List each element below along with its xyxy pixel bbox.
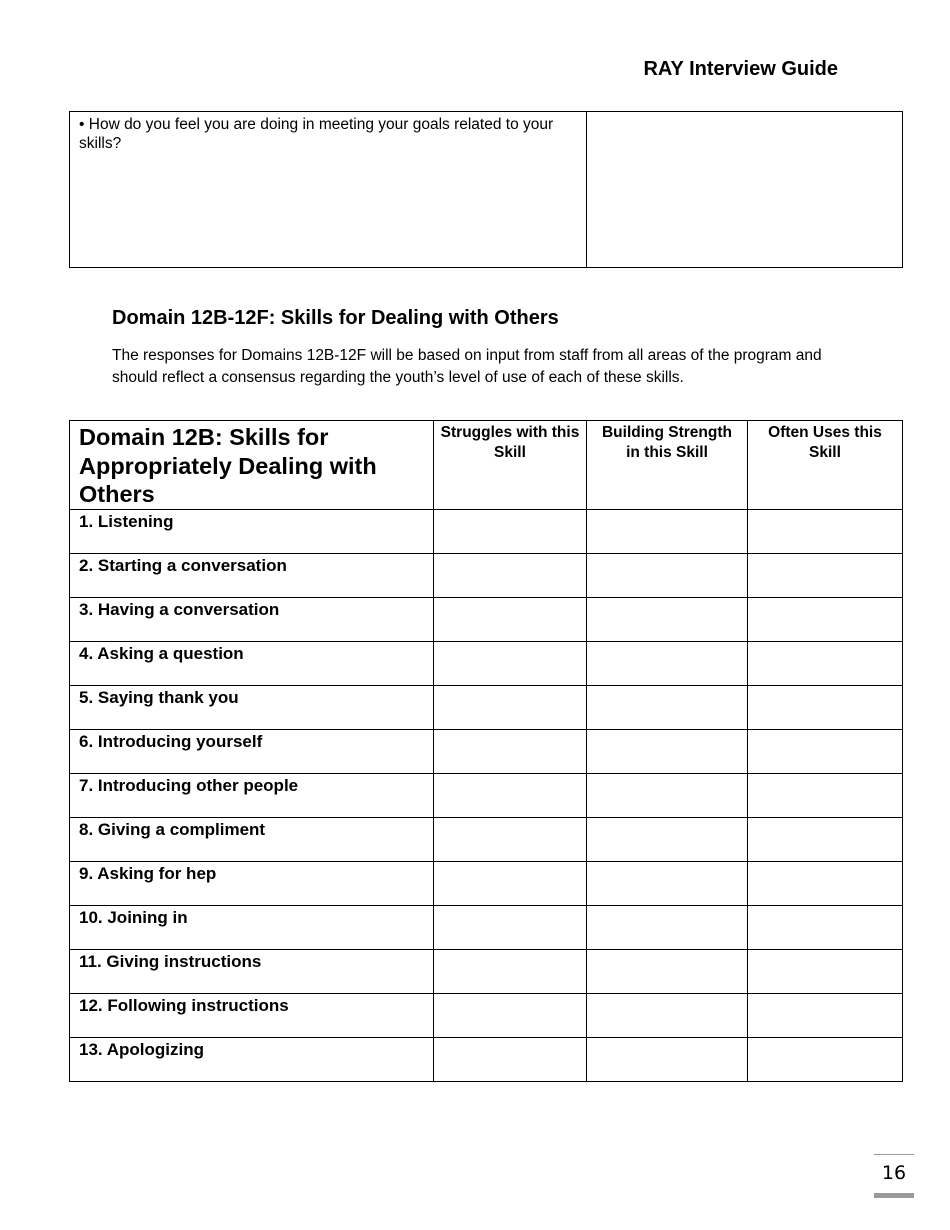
rating-cell-building[interactable] [587,597,748,641]
goals-question-row [70,112,903,268]
skill-row [70,817,903,861]
skill-name: 8. Giving a compliment [70,817,434,861]
skill-row [70,905,903,949]
rating-cell-building[interactable] [587,949,748,993]
skill-name: 4. Asking a question [70,641,434,685]
rating-cell-often[interactable] [748,993,903,1037]
skill-name: 9. Asking for hep [70,861,434,905]
rating-cell-building[interactable] [587,509,748,553]
rating-cell-building[interactable] [587,685,748,729]
goals-answer-cell[interactable] [587,112,903,268]
rating-cell-building[interactable] [587,1037,748,1081]
rating-cell-building[interactable] [587,641,748,685]
rating-cell-often[interactable] [748,553,903,597]
goals-question-cell [70,112,587,268]
rating-cell-building[interactable] [587,553,748,597]
skill-name: 7. Introducing other people [70,773,434,817]
column-header-struggles: Struggles with this Skill [434,421,587,510]
rating-cell-building[interactable] [587,817,748,861]
skill-name: 2. Starting a conversation [70,553,434,597]
section-intro: The responses for Domains 12B-12F will be based on input from staff from all areas of the program and should reflect a consensus regarding the youth’s level of use of each of these skills. [112,347,822,386]
rating-cell-struggles[interactable] [434,861,587,905]
rating-cell-struggles[interactable] [434,1037,587,1081]
rating-cell-often[interactable] [748,509,903,553]
skill-row [70,509,903,553]
rating-cell-often[interactable] [748,949,903,993]
skill-row [70,949,903,993]
rating-cell-building[interactable] [587,905,748,949]
skill-name: 12. Following instructions [70,993,434,1037]
skill-name: 6. Introducing yourself [70,729,434,773]
rating-cell-often[interactable] [748,817,903,861]
skill-name: 1. Listening [70,509,434,553]
rating-cell-struggles[interactable] [434,905,587,949]
rating-cell-struggles[interactable] [434,993,587,1037]
skills-table-body [70,509,903,1081]
rating-cell-struggles[interactable] [434,685,587,729]
column-header-building: Building Strength in this Skill [587,421,748,510]
rating-cell-struggles[interactable] [434,729,587,773]
rating-cell-struggles[interactable] [434,509,587,553]
column-header-often: Often Uses this Skill [748,421,903,510]
rating-cell-often[interactable] [748,685,903,729]
skill-row [70,773,903,817]
skill-name: 5. Saying thank you [70,685,434,729]
rating-cell-struggles[interactable] [434,553,587,597]
skill-row [70,729,903,773]
skill-row [70,993,903,1037]
rating-cell-building[interactable] [587,861,748,905]
rating-cell-building[interactable] [587,993,748,1037]
skills-table-header-row [70,421,903,510]
rating-cell-struggles[interactable] [434,949,587,993]
skill-row [70,1037,903,1081]
rating-cell-struggles[interactable] [434,641,587,685]
skill-row [70,553,903,597]
skill-name: 10. Joining in [70,905,434,949]
rating-cell-building[interactable] [587,729,748,773]
rating-cell-struggles[interactable] [434,773,587,817]
rating-cell-often[interactable] [748,773,903,817]
skill-row [70,861,903,905]
skills-table [69,420,903,1082]
rating-cell-often[interactable] [748,861,903,905]
document-title: RAY Interview Guide [643,58,838,80]
domain-header: Domain 12B: Skills for Appropriately Dealing with Others [70,421,434,510]
rating-cell-struggles[interactable] [434,597,587,641]
skill-row [70,685,903,729]
rating-cell-often[interactable] [748,1037,903,1081]
rating-cell-often[interactable] [748,641,903,685]
page-number: 16 [874,1154,914,1198]
rating-cell-building[interactable] [587,773,748,817]
bullet-icon: • [79,116,85,133]
goals-question-table [69,111,903,268]
skill-row [70,641,903,685]
rating-cell-often[interactable] [748,597,903,641]
skill-name: 3. Having a conversation [70,597,434,641]
rating-cell-often[interactable] [748,729,903,773]
skill-name: 13. Apologizing [70,1037,434,1081]
rating-cell-struggles[interactable] [434,817,587,861]
skill-name: 11. Giving instructions [70,949,434,993]
skill-row [70,597,903,641]
rating-cell-often[interactable] [748,905,903,949]
goals-question-text: How do you feel you are doing in meeting your goals related to your skills? [79,116,554,152]
section-heading: Domain 12B-12F: Skills for Dealing with Others [112,307,559,329]
